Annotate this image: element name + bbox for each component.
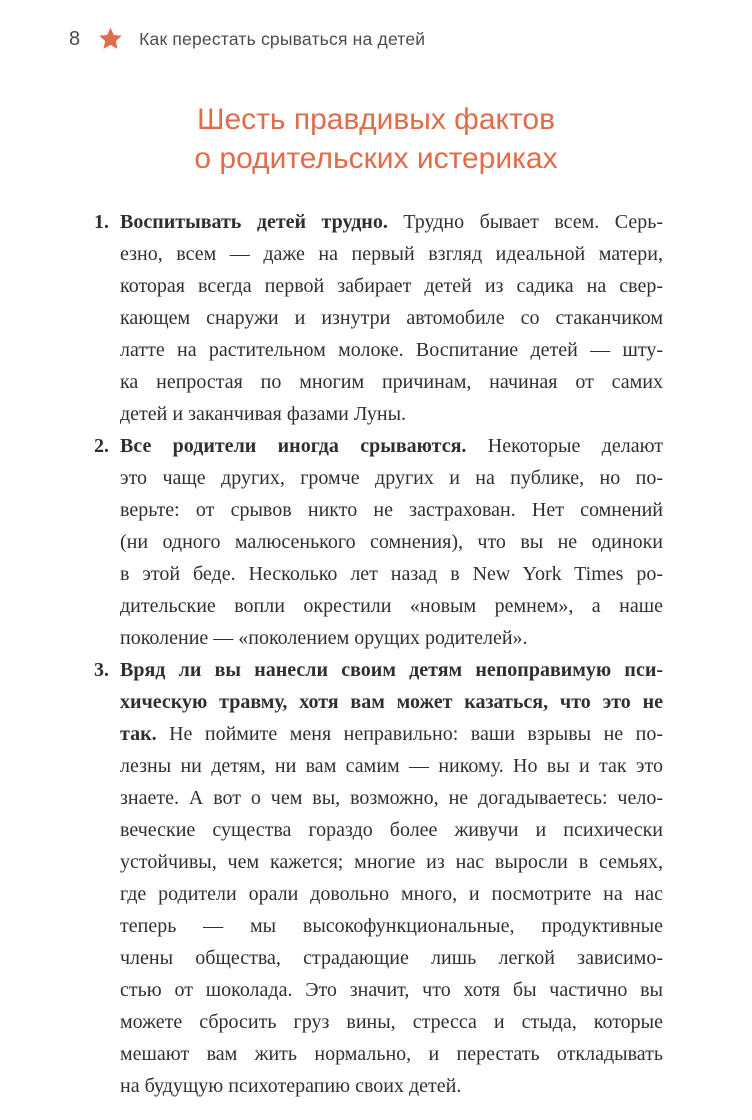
fact-text: можете сбросить груз вины, стресса и стыда, которые <box>120 1011 663 1033</box>
fact-text: верьте: от срывов никто не застрахован. Нет сомнений <box>120 499 663 521</box>
fact-text: кающем снаружи и изнутри автомобиле со стаканчиком <box>120 307 663 329</box>
fact-text: на будущую психотерапию своих детей. <box>120 1075 462 1097</box>
fact-text: лезны ни детям, ни вам самим — никому. Но вы и так это <box>120 755 663 777</box>
text-line <box>120 654 663 686</box>
text-line <box>120 238 663 270</box>
fact-text: это чаще других, громче других и на публике, но по- <box>120 467 663 489</box>
text-line <box>120 270 663 302</box>
fact-text: веческие существа гораздо более живучи и психически <box>120 819 663 841</box>
fact-number: 3. <box>94 659 109 681</box>
fact-lead-bold: так. <box>120 723 157 745</box>
star-icon <box>97 26 124 52</box>
fact-lead-bold: хическую травму, хотя вам может казаться, что это не <box>120 691 663 713</box>
text-line <box>120 302 663 334</box>
fact-text: поколение — «поколением орущих родителей». <box>120 627 528 649</box>
text-line <box>120 494 663 526</box>
fact-text: где родители орали довольно много, и посмотрите на нас <box>120 883 663 905</box>
text-line <box>120 366 663 398</box>
text-line <box>120 750 663 782</box>
text-line <box>120 974 663 1006</box>
text-line <box>120 622 663 654</box>
fact-item <box>94 430 663 654</box>
fact-text: ка непростая по многим причинам, начиная от самих <box>120 371 663 393</box>
text-line <box>120 526 663 558</box>
fact-item <box>94 206 663 430</box>
fact-item <box>94 654 663 1102</box>
text-line <box>120 206 663 238</box>
fact-lead-bold: Вряд ли вы нанесли своим детям непоправимую пси- <box>120 659 663 681</box>
fact-text: Трудно бывает всем. Серь- <box>387 211 663 233</box>
text-line <box>120 846 663 878</box>
text-line <box>120 462 663 494</box>
text-line <box>120 1070 663 1102</box>
fact-text: Не поймите меня неправильно: ваши взрывы не по- <box>156 723 663 745</box>
chapter-title-line2: о родительских истериках <box>194 142 558 175</box>
fact-text: езно, всем — даже на первый взгляд идеальной матери, <box>120 243 663 265</box>
page-number: 8 <box>69 28 81 50</box>
fact-text: стью от шоколада. Это значит, что хотя бы частично вы <box>120 979 663 1001</box>
text-line <box>120 942 663 974</box>
fact-lead-bold: Все родители иногда срываются. <box>120 435 467 457</box>
text-line <box>120 686 663 718</box>
fact-text: дительские вопли окрестили «новым ремнем», а наше <box>120 595 663 617</box>
facts-list <box>94 206 663 1102</box>
fact-text: детей и заканчивая фазами Луны. <box>120 403 407 425</box>
text-line <box>120 1038 663 1070</box>
fact-text: (ни одного малюсенького сомнения), что вы не одиноки <box>120 531 663 553</box>
fact-text: в этой беде. Несколько лет назад в New York Times ро- <box>120 563 663 585</box>
fact-text: мешают вам жить нормально, и перестать откладывать <box>120 1043 663 1065</box>
text-line <box>120 782 663 814</box>
text-line <box>120 718 663 750</box>
chapter-title-line1: Шесть правдивых фактов <box>196 103 556 136</box>
text-line <box>120 558 663 590</box>
fact-text: Некоторые делают <box>466 435 663 457</box>
fact-lead-bold: Воспитывать детей трудно. <box>120 211 388 233</box>
fact-text: знаете. А вот о чем вы, возможно, не догадываетесь: чело- <box>120 787 663 809</box>
running-title: Как перестать срываться на детей <box>139 29 426 49</box>
text-line <box>120 1006 663 1038</box>
fact-text: латте на растительном молоке. Воспитание детей — шту- <box>120 339 663 361</box>
fact-text: теперь — мы высокофункциональные, продуктивные <box>120 915 663 937</box>
fact-text: устойчивы, чем кажется; многие из нас выросли в семьях, <box>120 851 663 873</box>
text-line <box>120 878 663 910</box>
text-line <box>120 430 663 462</box>
fact-text: члены общества, страдающие лишь легкой зависимо- <box>120 947 663 969</box>
text-line <box>120 814 663 846</box>
text-line <box>120 590 663 622</box>
page-header <box>69 26 682 52</box>
text-line <box>120 910 663 942</box>
fact-text: которая всегда первой забирает детей из садика на свер- <box>120 275 663 297</box>
text-line <box>120 334 663 366</box>
text-line <box>120 398 663 430</box>
chapter-title <box>0 100 752 178</box>
fact-number: 1. <box>94 211 109 233</box>
fact-number: 2. <box>94 435 109 457</box>
